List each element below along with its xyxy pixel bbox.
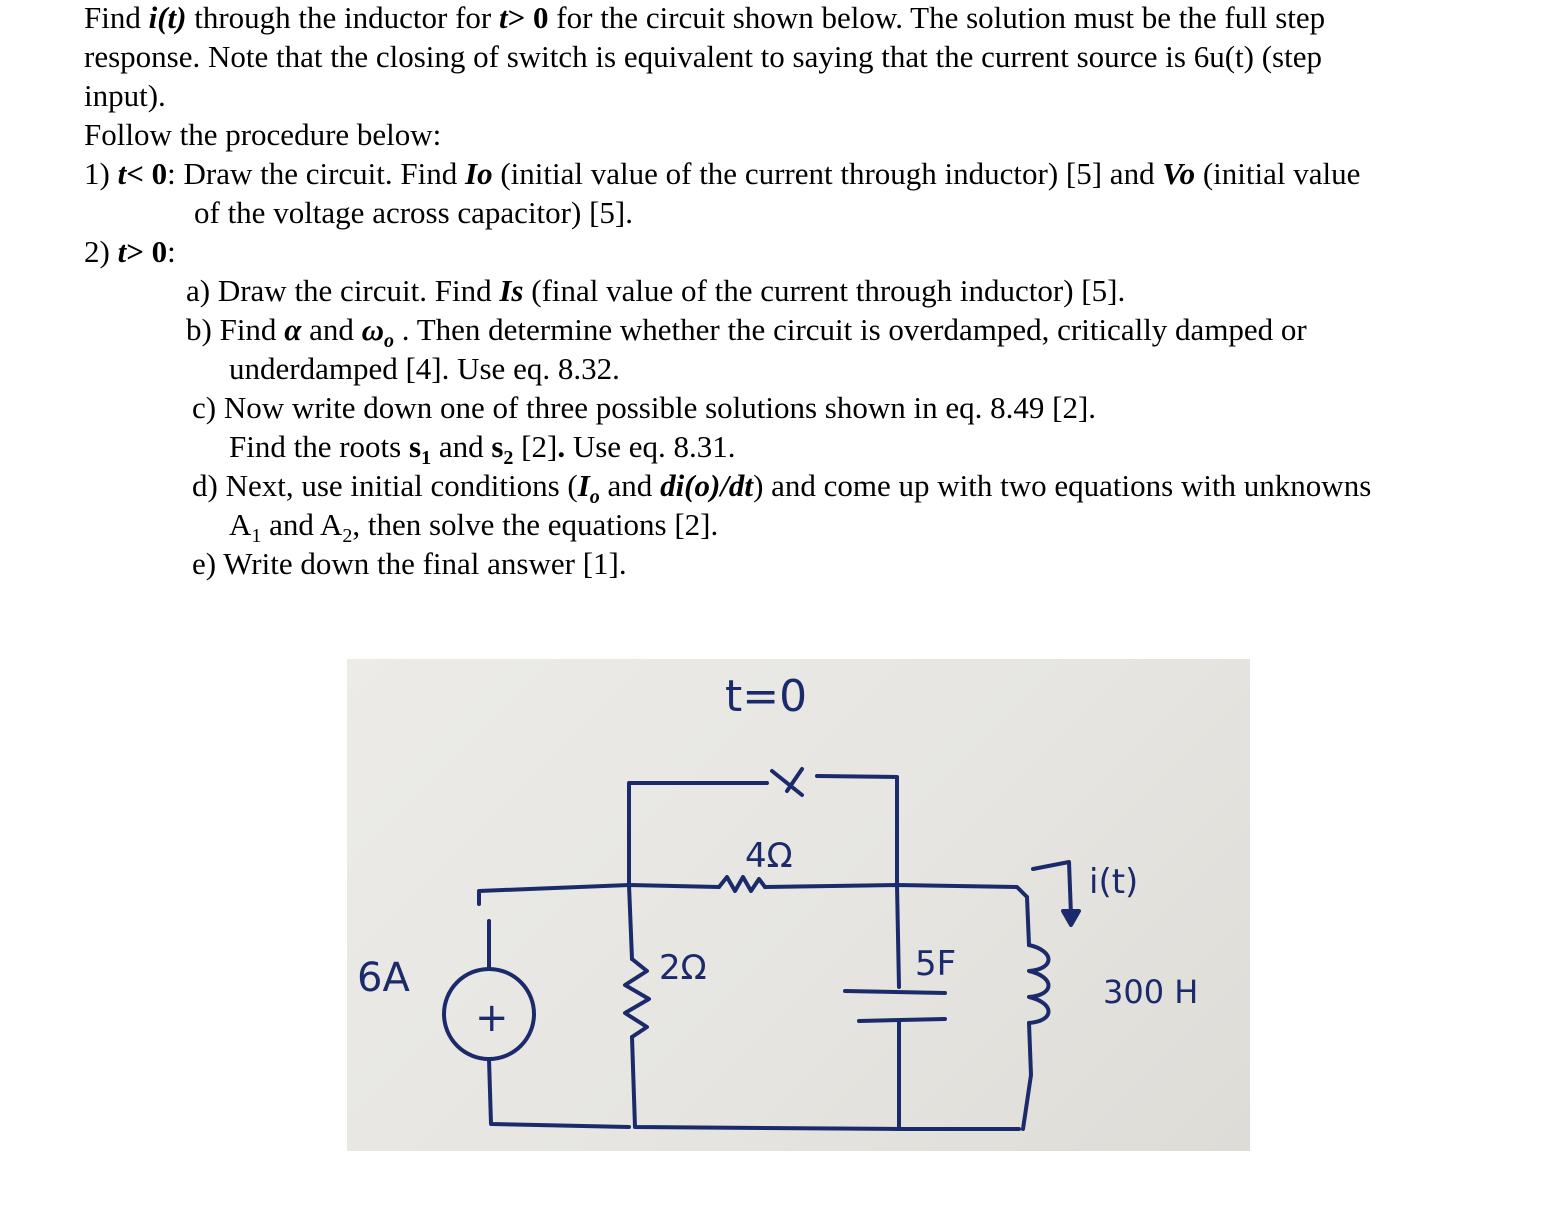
source-value-label: 6A <box>357 955 410 1001</box>
resistor-2ohm-label: 2Ω <box>659 948 707 988</box>
capacitor-plate-bottom <box>859 1019 945 1021</box>
current-label: i(t) <box>1089 862 1139 902</box>
step-2c-continuation: Find the roots $s_1$ and $s_2$ [2]. Use eq. 8.31. <box>229 429 736 470</box>
step-2b: b) Find α and $\omega_o$ . Then determine whether the circuit is overdamped, critically damped or <box>186 312 1307 353</box>
resistor-2ohm <box>625 959 649 1037</box>
step-2b-continuation: underdamped [4]. Use eq. 8.32. <box>229 351 620 386</box>
step-2: 2) t> 0: <box>84 234 176 269</box>
left-top-wire <box>479 885 719 904</box>
inductor <box>1029 945 1049 1023</box>
circuit-photo <box>347 659 1250 1151</box>
current-arrow <box>1033 862 1071 915</box>
circuit-diagram <box>347 659 1250 1151</box>
step-1-continuation: of the voltage across capacitor) [5]. <box>194 195 633 230</box>
problem-line-2: response. Note that the closing of switch is equivalent to saying that the current source is 6u(t) (step <box>84 39 1322 74</box>
step-2d: d) Next, use initial conditions ($I_o$ and di(o)/dt) and come up with two equations with unknowns <box>192 468 1372 509</box>
switch-label: t=0 <box>725 671 808 722</box>
step-1: 1) t< 0: Draw the circuit. Find Io (initial value of the current through inductor) [5] and Vo (initial value <box>84 156 1361 191</box>
step-2c: c) Now write down one of three possible solutions shown in eq. 8.49 [2]. <box>192 390 1097 425</box>
switch-right-wire <box>817 776 897 885</box>
problem-line-3: input). <box>84 78 166 113</box>
step-2a: a) Draw the circuit. Find Is (final value of the current through inductor) [5]. <box>186 273 1126 308</box>
capacitor-label: 5F <box>915 944 957 984</box>
step-2d-continuation: $A_1$ and $A_2$, then solve the equations [2]. <box>229 507 719 548</box>
problem-line-1: Find i(t) through the inductor for t> 0 for the circuit shown below. The solution must be the full step <box>84 0 1326 35</box>
resistor-4ohm <box>719 877 765 891</box>
source-plus-sign: + <box>475 995 509 1041</box>
step-2e: e) Write down the final answer [1]. <box>192 546 627 581</box>
procedure-heading: Follow the procedure below: <box>84 117 442 152</box>
capacitor-plate-top <box>845 991 945 993</box>
resistor-4ohm-label: 4Ω <box>745 836 793 876</box>
inductor-label: 300 H <box>1103 973 1199 1011</box>
